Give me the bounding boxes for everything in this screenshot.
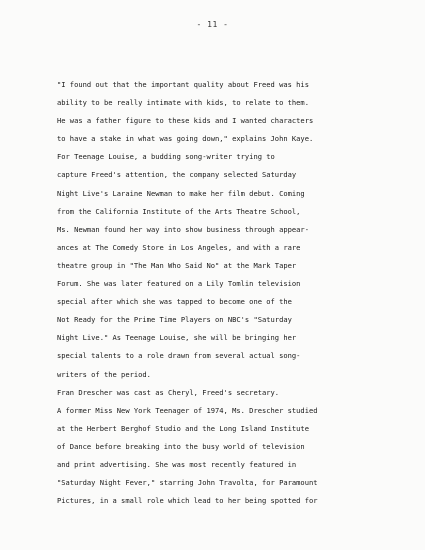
text-line: "I found out that the important quality about Freed was his: [57, 80, 309, 89]
text-line: of Dance before breaking into the busy world of television: [57, 441, 305, 451]
text-line: capture Freed's attention, the company selected Saturday: [57, 170, 297, 180]
page-number: - 11 -: [196, 20, 229, 29]
text-line: special after which she was tapped to become one of the: [57, 297, 292, 307]
text-line: Ms. Newman found her way into show business through appear-: [57, 224, 309, 234]
text-line: from the California Institute of the Arts Theatre School,: [57, 206, 301, 216]
text-line: For Teenage Louise, a budding song-writer trying to: [57, 152, 275, 162]
text-line: "Saturday Night Fever," starring John Travolta, for Paramount: [57, 478, 318, 488]
text-line: and print advertising. She was most recently featured in: [57, 459, 297, 469]
text-line: ances at The Comedy Store in Los Angeles, and with a rare: [57, 242, 301, 252]
text-line: Forum. She was later featured on a Lily Tomlin television: [57, 279, 301, 289]
text-line: to have a stake in what was going down," explains John Kaye.: [57, 134, 314, 144]
text-line: A former Miss New York Teenager of 1974, Ms. Drescher studied: [57, 405, 318, 415]
body-text: [57, 76, 377, 510]
text-line: at the Herbert Berghof Studio and the Long Island Institute: [57, 423, 309, 433]
text-line: Fran Drescher was cast as Cheryl, Freed's secretary.: [57, 387, 280, 397]
text-line: Not Ready for the Prime Time Players on NBC's "Saturday: [57, 315, 292, 325]
text-line: Pictures, in a small role which lead to her being spotted for: [57, 496, 318, 506]
text-line: theatre group in "The Man Who Said No" at the Mark Taper: [57, 260, 297, 270]
text-line: He was a father figure to these kids and I wanted characters: [57, 116, 314, 126]
text-line: Night Live." As Teenage Louise, she will be bringing her: [57, 333, 297, 343]
text-line: special talents to a role drawn from several actual song-: [57, 351, 301, 361]
text-line: ability to be really intimate with kids, to relate to them.: [57, 98, 309, 108]
text-line: Night Live's Laraine Newman to make her film debut. Coming: [57, 188, 305, 198]
text-line: writers of the period.: [57, 369, 151, 379]
